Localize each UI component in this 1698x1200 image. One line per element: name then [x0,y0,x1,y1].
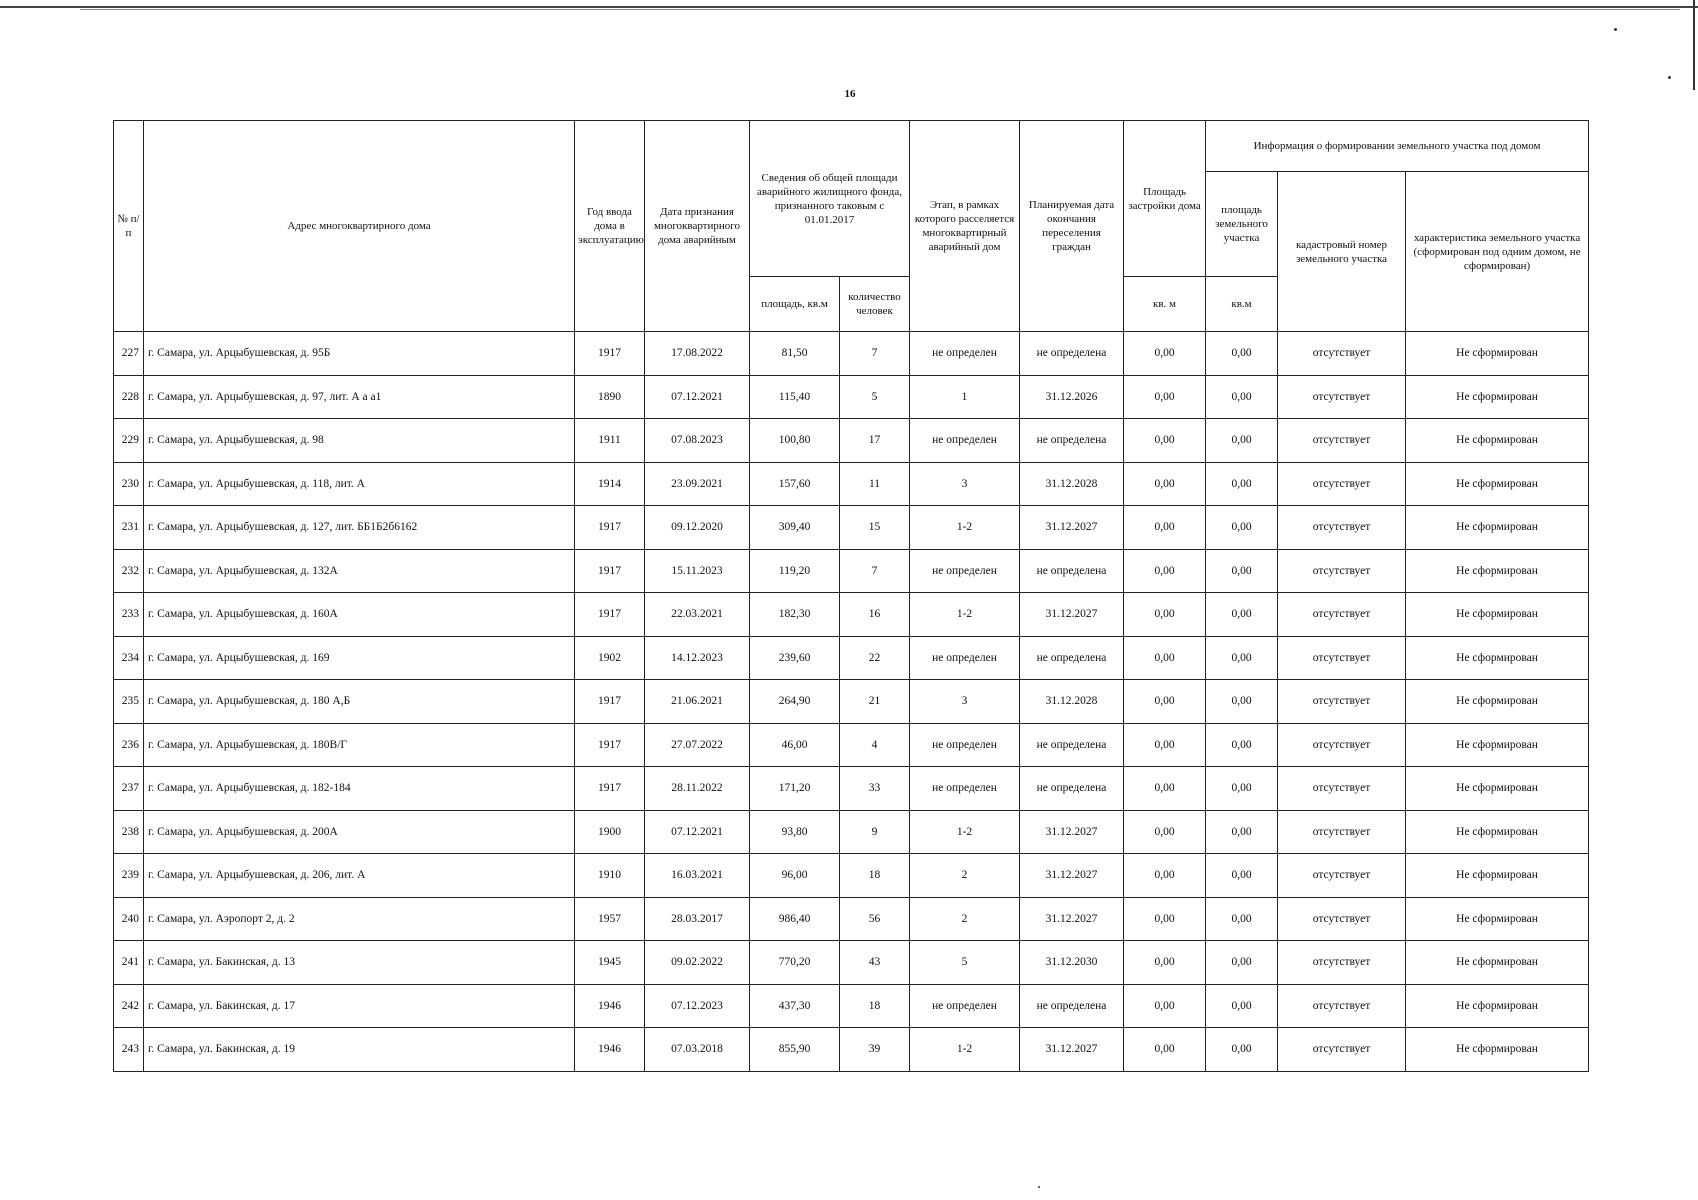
recognition-date-cell: 28.11.2022 [645,767,750,811]
land-area-cell: 0,00 [1206,506,1278,550]
building-area-cell: 0,00 [1124,767,1206,811]
table-row [114,897,1589,941]
address-cell: г. Самара, ул. Арцыбушевская, д. 180 А,Б [144,680,575,724]
cadastral-cell: отсутствует [1278,810,1406,854]
recognition-date-cell: 09.02.2022 [645,941,750,985]
planned-date-cell: 31.12.2027 [1020,810,1124,854]
people-count-cell: 21 [840,680,910,724]
cadastral-cell: отсутствует [1278,680,1406,724]
cadastral-cell: отсутствует [1278,375,1406,419]
row-number-cell: 229 [114,419,144,463]
row-number-cell: 228 [114,375,144,419]
address-cell: г. Самара, ул. Бакинская, д. 13 [144,941,575,985]
area-cell: 171,20 [750,767,840,811]
header-planned-date: Планируемая дата окончания переселения граждан [1020,121,1124,332]
building-area-cell: 0,00 [1124,984,1206,1028]
year-cell: 1911 [575,419,645,463]
address-cell: г. Самара, ул. Арцыбушевская, д. 160А [144,593,575,637]
recognition-date-cell: 07.12.2023 [645,984,750,1028]
address-cell: г. Самара, ул. Арцыбушевская, д. 182-184 [144,767,575,811]
address-cell: г. Самара, ул. Арцыбушевская, д. 169 [144,636,575,680]
people-count-cell: 7 [840,549,910,593]
header-area-group: Сведения об общей площади аварийного жилищного фонда, признанного таковым с 01.01.2017 [750,121,910,277]
recognition-date-cell: 07.12.2021 [645,375,750,419]
area-cell: 157,60 [750,462,840,506]
header-area-sqm: площадь, кв.м [750,277,840,332]
address-cell: г. Самара, ул. Арцыбушевская, д. 180В/Г [144,723,575,767]
stage-cell: 5 [910,941,1020,985]
stage-cell: не определен [910,549,1020,593]
recognition-date-cell: 22.03.2021 [645,593,750,637]
building-area-cell: 0,00 [1124,419,1206,463]
table-row [114,636,1589,680]
address-cell: г. Самара, ул. Аэропорт 2, д. 2 [144,897,575,941]
year-cell: 1946 [575,1028,645,1072]
row-number-cell: 227 [114,332,144,376]
table-row [114,941,1589,985]
address-cell: г. Самара, ул. Арцыбушевская, д. 132А [144,549,575,593]
people-count-cell: 7 [840,332,910,376]
year-cell: 1917 [575,593,645,637]
building-area-cell: 0,00 [1124,897,1206,941]
people-count-cell: 43 [840,941,910,985]
header-land-area-unit: кв.м [1206,277,1278,332]
row-number-cell: 231 [114,506,144,550]
land-status-cell: Не сформирован [1406,723,1589,767]
stage-cell: 3 [910,462,1020,506]
year-cell: 1917 [575,680,645,724]
address-cell: г. Самара, ул. Арцыбушевская, д. 127, лит. ББ1Б2б6162 [144,506,575,550]
planned-date-cell: не определена [1020,767,1124,811]
people-count-cell: 16 [840,593,910,637]
land-status-cell: Не сформирован [1406,897,1589,941]
recognition-date-cell: 16.03.2021 [645,854,750,898]
row-number-cell: 241 [114,941,144,985]
area-cell: 81,50 [750,332,840,376]
header-address: Адрес многоквартирного дома [144,121,575,332]
people-count-cell: 11 [840,462,910,506]
planned-date-cell: 31.12.2027 [1020,1028,1124,1072]
building-area-cell: 0,00 [1124,332,1206,376]
header-stage: Этап, в рамках которого расселяется многоквартирный аварийный дом [910,121,1020,332]
building-area-cell: 0,00 [1124,854,1206,898]
stage-cell: 1-2 [910,506,1020,550]
planned-date-cell: 31.12.2026 [1020,375,1124,419]
planned-date-cell: не определена [1020,332,1124,376]
cadastral-cell: отсутствует [1278,636,1406,680]
recognition-date-cell: 15.11.2023 [645,549,750,593]
emergency-housing-table [113,120,1589,1072]
table-row [114,723,1589,767]
stage-cell: не определен [910,332,1020,376]
land-area-cell: 0,00 [1206,636,1278,680]
address-cell: г. Самара, ул. Бакинская, д. 17 [144,984,575,1028]
table-row [114,375,1589,419]
area-cell: 239,60 [750,636,840,680]
area-cell: 264,90 [750,680,840,724]
stage-cell: 1-2 [910,810,1020,854]
cadastral-cell: отсутствует [1278,1028,1406,1072]
address-cell: г. Самара, ул. Бакинская, д. 19 [144,1028,575,1072]
cadastral-cell: отсутствует [1278,984,1406,1028]
land-area-cell: 0,00 [1206,680,1278,724]
recognition-date-cell: 17.08.2022 [645,332,750,376]
table-body [114,332,1589,1072]
year-cell: 1917 [575,549,645,593]
planned-date-cell: не определена [1020,984,1124,1028]
scan-speck [1668,76,1671,79]
stage-cell: 1 [910,375,1020,419]
cadastral-cell: отсутствует [1278,854,1406,898]
stage-cell: 2 [910,897,1020,941]
area-cell: 100,80 [750,419,840,463]
planned-date-cell: не определена [1020,549,1124,593]
table-row [114,419,1589,463]
people-count-cell: 39 [840,1028,910,1072]
people-count-cell: 17 [840,419,910,463]
land-status-cell: Не сформирован [1406,810,1589,854]
building-area-cell: 0,00 [1124,680,1206,724]
row-number-cell: 235 [114,680,144,724]
year-cell: 1910 [575,854,645,898]
year-cell: 1917 [575,723,645,767]
land-area-cell: 0,00 [1206,1028,1278,1072]
header-building-area-unit: кв. м [1124,277,1206,332]
building-area-cell: 0,00 [1124,549,1206,593]
planned-date-cell: 31.12.2030 [1020,941,1124,985]
cadastral-cell: отсутствует [1278,462,1406,506]
building-area-cell: 0,00 [1124,462,1206,506]
land-status-cell: Не сформирован [1406,332,1589,376]
land-status-cell: Не сформирован [1406,636,1589,680]
land-area-cell: 0,00 [1206,810,1278,854]
header-cadastral: кадастровый номер земельного участка [1278,172,1406,332]
recognition-date-cell: 28.03.2017 [645,897,750,941]
table-row [114,1028,1589,1072]
stage-cell: не определен [910,419,1020,463]
cadastral-cell: отсутствует [1278,723,1406,767]
land-status-cell: Не сформирован [1406,462,1589,506]
land-area-cell: 0,00 [1206,419,1278,463]
year-cell: 1917 [575,506,645,550]
cadastral-cell: отсутствует [1278,419,1406,463]
planned-date-cell: 31.12.2027 [1020,593,1124,637]
stage-cell: 3 [910,680,1020,724]
cadastral-cell: отсутствует [1278,767,1406,811]
row-number-cell: 242 [114,984,144,1028]
stage-cell: не определен [910,984,1020,1028]
scan-speck [1614,28,1617,31]
address-cell: г. Самара, ул. Арцыбушевская, д. 206, лит. А [144,854,575,898]
people-count-cell: 5 [840,375,910,419]
recognition-date-cell: 21.06.2021 [645,680,750,724]
stage-cell: не определен [910,767,1020,811]
people-count-cell: 56 [840,897,910,941]
land-status-cell: Не сформирован [1406,506,1589,550]
land-status-cell: Не сформирован [1406,680,1589,724]
area-cell: 93,80 [750,810,840,854]
year-cell: 1945 [575,941,645,985]
land-status-cell: Не сформирован [1406,984,1589,1028]
people-count-cell: 18 [840,984,910,1028]
land-area-cell: 0,00 [1206,593,1278,637]
table-row [114,854,1589,898]
building-area-cell: 0,00 [1124,636,1206,680]
row-number-cell: 237 [114,767,144,811]
address-cell: г. Самара, ул. Арцыбушевская, д. 95Б [144,332,575,376]
land-status-cell: Не сформирован [1406,419,1589,463]
people-count-cell: 33 [840,767,910,811]
land-area-cell: 0,00 [1206,897,1278,941]
land-status-cell: Не сформирован [1406,941,1589,985]
cadastral-cell: отсутствует [1278,506,1406,550]
land-status-cell: Не сформирован [1406,593,1589,637]
planned-date-cell: не определена [1020,723,1124,767]
stage-cell: 2 [910,854,1020,898]
stage-cell: 1-2 [910,593,1020,637]
planned-date-cell: 31.12.2028 [1020,462,1124,506]
land-status-cell: Не сформирован [1406,854,1589,898]
planned-date-cell: 31.12.2027 [1020,854,1124,898]
recognition-date-cell: 07.12.2021 [645,810,750,854]
land-area-cell: 0,00 [1206,375,1278,419]
recognition-date-cell: 14.12.2023 [645,636,750,680]
people-count-cell: 18 [840,854,910,898]
area-cell: 96,00 [750,854,840,898]
year-cell: 1946 [575,984,645,1028]
row-number-cell: 234 [114,636,144,680]
planned-date-cell: не определена [1020,419,1124,463]
area-cell: 182,30 [750,593,840,637]
recognition-date-cell: 09.12.2020 [645,506,750,550]
planned-date-cell: 31.12.2027 [1020,897,1124,941]
area-cell: 855,90 [750,1028,840,1072]
year-cell: 1890 [575,375,645,419]
area-cell: 437,30 [750,984,840,1028]
header-building-area: Площадь застройки дома [1124,121,1206,277]
people-count-cell: 4 [840,723,910,767]
address-cell: г. Самара, ул. Арцыбушевская, д. 98 [144,419,575,463]
table-row [114,680,1589,724]
cadastral-cell: отсутствует [1278,593,1406,637]
land-area-cell: 0,00 [1206,723,1278,767]
year-cell: 1957 [575,897,645,941]
area-cell: 770,20 [750,941,840,985]
land-status-cell: Не сформирован [1406,1028,1589,1072]
row-number-cell: 236 [114,723,144,767]
building-area-cell: 0,00 [1124,941,1206,985]
land-area-cell: 0,00 [1206,854,1278,898]
table-row [114,810,1589,854]
cadastral-cell: отсутствует [1278,332,1406,376]
table-row [114,506,1589,550]
scan-speck [1038,1186,1040,1188]
header-people-count: количество человек [840,277,910,332]
table-row [114,593,1589,637]
planned-date-cell: 31.12.2028 [1020,680,1124,724]
land-area-cell: 0,00 [1206,462,1278,506]
table-header [114,121,1589,332]
recognition-date-cell: 27.07.2022 [645,723,750,767]
year-cell: 1900 [575,810,645,854]
row-number-cell: 232 [114,549,144,593]
header-recognition-date: Дата признания многоквартирного дома аварийным [645,121,750,332]
table-row [114,767,1589,811]
stage-cell: 1-2 [910,1028,1020,1072]
address-cell: г. Самара, ул. Арцыбушевская, д. 200А [144,810,575,854]
row-number-cell: 230 [114,462,144,506]
building-area-cell: 0,00 [1124,1028,1206,1072]
header-land-group: Информация о формировании земельного участка под домом [1206,121,1589,172]
address-cell: г. Самара, ул. Арцыбушевская, д. 97, лит. А а а1 [144,375,575,419]
row-number-cell: 243 [114,1028,144,1072]
recognition-date-cell: 07.03.2018 [645,1028,750,1072]
building-area-cell: 0,00 [1124,506,1206,550]
header-num: № п/п [114,121,144,332]
building-area-cell: 0,00 [1124,810,1206,854]
building-area-cell: 0,00 [1124,723,1206,767]
row-number-cell: 239 [114,854,144,898]
land-area-cell: 0,00 [1206,332,1278,376]
header-land-status: характеристика земельного участка (сформирован под одним домом, не сформирован) [1406,172,1589,332]
land-area-cell: 0,00 [1206,941,1278,985]
land-area-cell: 0,00 [1206,549,1278,593]
cadastral-cell: отсутствует [1278,941,1406,985]
scan-edge-mark [1693,0,1695,90]
page-number: 16 [844,88,856,100]
land-status-cell: Не сформирован [1406,549,1589,593]
area-cell: 115,40 [750,375,840,419]
address-cell: г. Самара, ул. Арцыбушевская, д. 118, лит. А [144,462,575,506]
land-area-cell: 0,00 [1206,767,1278,811]
row-number-cell: 240 [114,897,144,941]
area-cell: 119,20 [750,549,840,593]
table-row [114,549,1589,593]
row-number-cell: 238 [114,810,144,854]
recognition-date-cell: 07.08.2023 [645,419,750,463]
scan-border-line [0,6,1698,8]
table-row [114,462,1589,506]
header-year: Год ввода дома в эксплуатацию [575,121,645,332]
year-cell: 1914 [575,462,645,506]
area-cell: 46,00 [750,723,840,767]
row-number-cell: 233 [114,593,144,637]
table-row [114,984,1589,1028]
year-cell: 1917 [575,332,645,376]
scan-border-line [80,9,1680,10]
land-area-cell: 0,00 [1206,984,1278,1028]
people-count-cell: 15 [840,506,910,550]
cadastral-cell: отсутствует [1278,549,1406,593]
cadastral-cell: отсутствует [1278,897,1406,941]
building-area-cell: 0,00 [1124,375,1206,419]
building-area-cell: 0,00 [1124,593,1206,637]
planned-date-cell: 31.12.2027 [1020,506,1124,550]
people-count-cell: 22 [840,636,910,680]
land-status-cell: Не сформирован [1406,767,1589,811]
header-land-area: площадь земельного участка [1206,172,1278,277]
recognition-date-cell: 23.09.2021 [645,462,750,506]
area-cell: 309,40 [750,506,840,550]
year-cell: 1902 [575,636,645,680]
table-row [114,332,1589,376]
stage-cell: не определен [910,723,1020,767]
planned-date-cell: не определена [1020,636,1124,680]
land-status-cell: Не сформирован [1406,375,1589,419]
area-cell: 986,40 [750,897,840,941]
year-cell: 1917 [575,767,645,811]
people-count-cell: 9 [840,810,910,854]
stage-cell: не определен [910,636,1020,680]
